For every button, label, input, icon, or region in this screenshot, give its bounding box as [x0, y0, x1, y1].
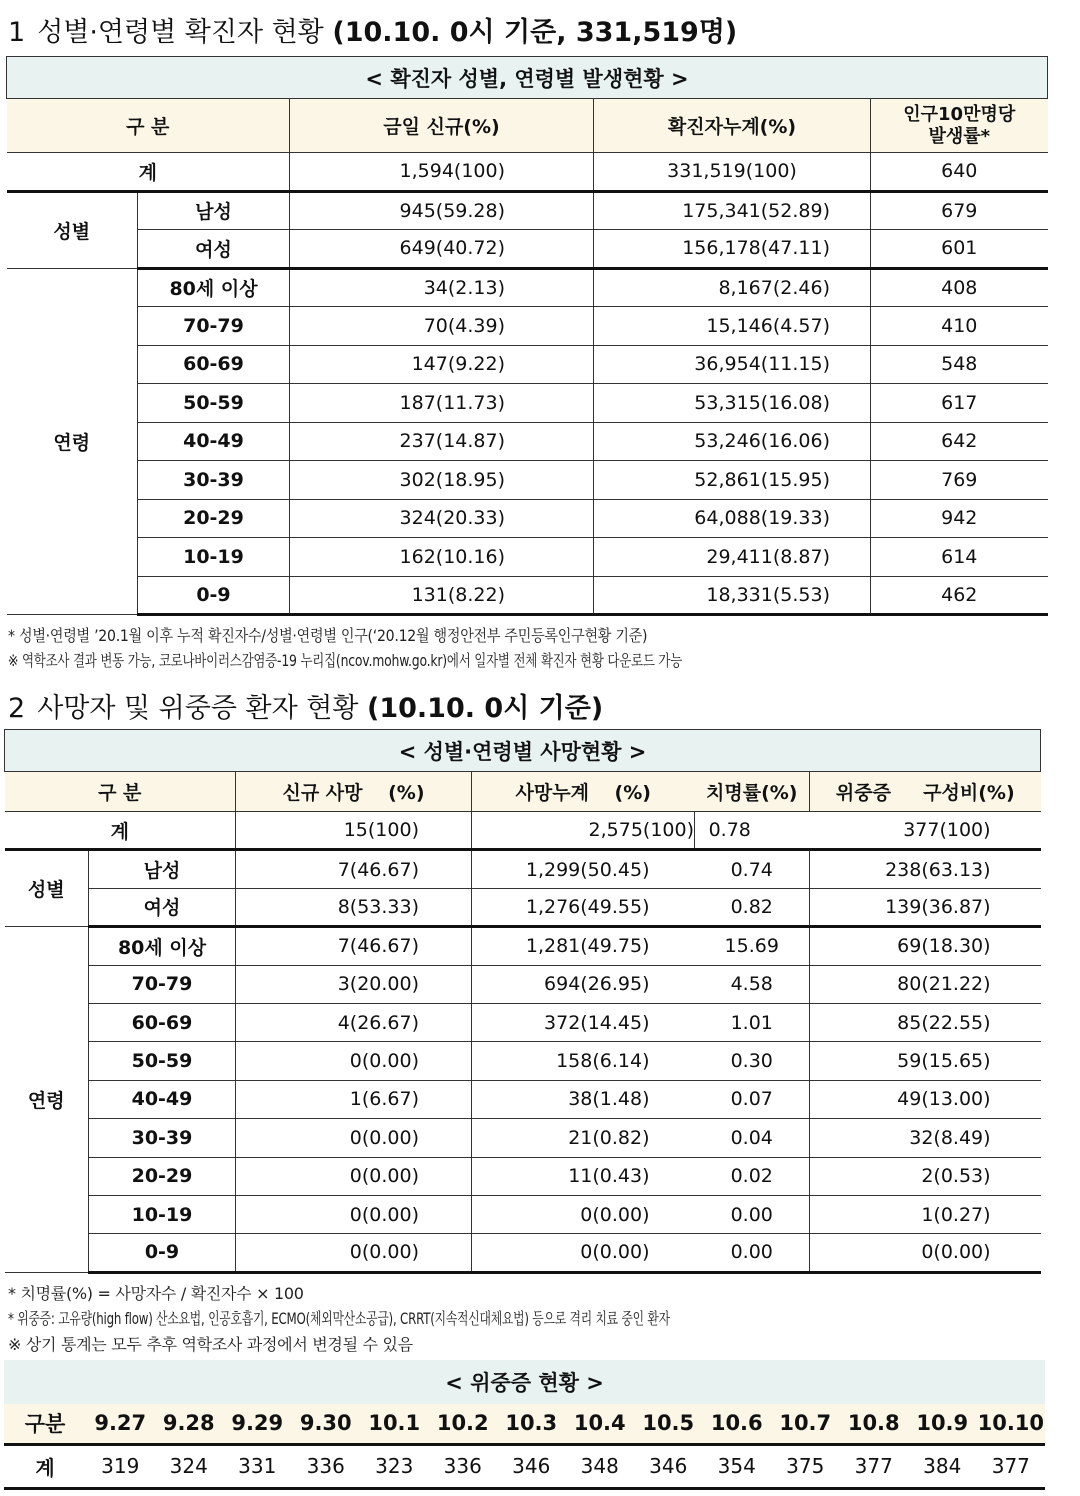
section2-number: 2	[8, 693, 26, 724]
table3-date-header: 10.2	[429, 1404, 498, 1444]
age-label: 30-39	[89, 1119, 236, 1157]
age-fatality: 0.30	[695, 1042, 810, 1080]
table3-row-label: 계	[4, 1444, 86, 1488]
age-new: 34(2.13)	[290, 268, 594, 307]
table3-value: 377	[840, 1444, 909, 1488]
table3-title-row	[4, 1360, 1045, 1404]
age-fatality: 0.00	[695, 1234, 810, 1272]
age-cum-death: 21(0.82)	[472, 1119, 695, 1157]
age-label: 50-59	[138, 384, 290, 423]
table1-title: < 확진자 성별, 연령별 발생현황 >	[7, 57, 1048, 99]
table-row	[7, 345, 1048, 384]
total-label: 계	[5, 812, 236, 850]
section1-note-1: * 성별·연령별 ’20.1월 이후 누적 확진자수/성별·연령별 인구(‘20.12월 행정안전부 주민등록인구현황 기준)	[8, 626, 648, 645]
age-severe: 0(0.00)	[810, 1234, 1041, 1272]
table-row	[5, 927, 1041, 965]
table3-date-header: 10.6	[703, 1404, 772, 1444]
age-cumulative: 36,954(11.15)	[594, 345, 871, 384]
table3-date-header: 9.28	[155, 1404, 224, 1444]
age-rate: 462	[871, 576, 1048, 615]
table2-header-fatality: 치명률(%)	[695, 772, 810, 812]
age-label: 0-9	[89, 1234, 236, 1272]
sex-severe: 238(63.13)	[810, 850, 1041, 888]
age-cumulative: 29,411(8.87)	[594, 538, 871, 577]
table2-title: < 성별·연령별 사망현황 >	[5, 730, 1041, 772]
age-cum-death: 694(26.95)	[472, 965, 695, 1003]
section2-title: 사망자 및 위중증 환자 현황	[37, 693, 359, 724]
table-row	[7, 422, 1048, 461]
total-label: 계	[7, 153, 290, 192]
total-fatality: 0.78	[695, 812, 810, 850]
age-cumulative: 8,167(2.46)	[594, 268, 871, 307]
age-new: 302(18.95)	[290, 461, 594, 500]
age-label: 10-19	[138, 538, 290, 577]
table-row	[5, 1080, 1041, 1118]
sex-cum-death: 1,299(50.45)	[472, 850, 695, 888]
age-label: 70-79	[138, 307, 290, 346]
deaths-table	[4, 729, 1041, 1274]
table3-header-row	[4, 1404, 1045, 1444]
sex-new-death: 8(53.33)	[236, 888, 472, 926]
total-cum-death: 2,575(100)	[472, 812, 695, 850]
age-cumulative: 53,315(16.08)	[594, 384, 871, 423]
age-group-label: 연령	[5, 927, 89, 1273]
table3-value: 336	[292, 1444, 361, 1488]
table-row	[7, 384, 1048, 423]
table-row	[5, 1119, 1041, 1157]
table3-value: 348	[566, 1444, 635, 1488]
age-severe: 59(15.65)	[810, 1042, 1041, 1080]
sex-cumulative: 175,341(52.89)	[594, 191, 871, 230]
age-label: 30-39	[138, 461, 290, 500]
age-new-death: 4(26.67)	[236, 1003, 472, 1041]
sex-new: 649(40.72)	[290, 230, 594, 269]
table-row	[7, 153, 1048, 192]
age-new-death: 0(0.00)	[236, 1119, 472, 1157]
table3-date-header: 10.9	[908, 1404, 977, 1444]
age-label: 60-69	[89, 1003, 236, 1041]
table3-date-header: 10.7	[771, 1404, 840, 1444]
table-row	[5, 850, 1041, 888]
table3-value: 346	[634, 1444, 703, 1488]
age-rate: 942	[871, 499, 1048, 538]
age-new: 131(8.22)	[290, 576, 594, 615]
age-fatality: 15.69	[695, 927, 810, 965]
table3-value: 336	[429, 1444, 498, 1488]
age-label: 50-59	[89, 1042, 236, 1080]
table1-header-rate	[871, 99, 1048, 153]
table2-header-severe: 위중증 구성비(%)	[810, 772, 1041, 812]
table-row	[5, 1195, 1041, 1233]
age-severe: 80(21.22)	[810, 965, 1041, 1003]
table2-header-new-death: 신규 사망 (%)	[236, 772, 472, 812]
age-severe: 69(18.30)	[810, 927, 1041, 965]
table1-header-rate-line1: 인구10만명당	[903, 103, 1016, 125]
age-fatality: 0.07	[695, 1080, 810, 1118]
sex-rate: 679	[871, 191, 1048, 230]
table-row	[7, 576, 1048, 615]
total-new: 1,594(100)	[290, 153, 594, 192]
age-new-death: 0(0.00)	[236, 1042, 472, 1080]
age-cumulative: 64,088(19.33)	[594, 499, 871, 538]
age-new: 237(14.87)	[290, 422, 594, 461]
sex-cumulative: 156,178(47.11)	[594, 230, 871, 269]
age-new-death: 0(0.00)	[236, 1195, 472, 1233]
table-row	[7, 230, 1048, 269]
age-label: 70-79	[89, 965, 236, 1003]
age-fatality: 0.02	[695, 1157, 810, 1195]
sex-severe: 139(36.87)	[810, 888, 1041, 926]
age-label: 20-29	[89, 1157, 236, 1195]
age-new: 187(11.73)	[290, 384, 594, 423]
section1-heading	[8, 10, 737, 49]
table-row	[7, 499, 1048, 538]
age-new: 147(9.22)	[290, 345, 594, 384]
age-label: 40-49	[138, 422, 290, 461]
age-fatality: 0.00	[695, 1195, 810, 1233]
age-severe: 1(0.27)	[810, 1195, 1041, 1233]
table3-value: 375	[771, 1444, 840, 1488]
table3-value: 331	[223, 1444, 292, 1488]
age-new: 162(10.16)	[290, 538, 594, 577]
age-cum-death: 158(6.14)	[472, 1042, 695, 1080]
age-fatality: 1.01	[695, 1003, 810, 1041]
age-cumulative: 53,246(16.06)	[594, 422, 871, 461]
age-label: 80세 이상	[138, 268, 290, 307]
age-group-label: 연령	[7, 268, 138, 615]
table3-date-header: 9.29	[223, 1404, 292, 1444]
section2-note-2: * 위중증: 고유량(high flow) 산소요법, 인공호흡기, ECMO(체외막산소공급), CRRT(지속적신대체요법) 등으로 격리 치료 중인 환자	[8, 1309, 670, 1328]
sex-label: 여성	[138, 230, 290, 269]
age-cum-death: 372(14.45)	[472, 1003, 695, 1041]
section2-note-3: ※ 상기 통계는 모두 추후 역학조사 과정에서 변경될 수 있음	[8, 1335, 413, 1354]
age-cumulative: 52,861(15.95)	[594, 461, 871, 500]
age-rate: 769	[871, 461, 1048, 500]
sex-fatality: 0.82	[695, 888, 810, 926]
table-row	[7, 268, 1048, 307]
age-cumulative: 15,146(4.57)	[594, 307, 871, 346]
age-label: 60-69	[138, 345, 290, 384]
age-severe: 49(13.00)	[810, 1080, 1041, 1118]
sex-label: 남성	[89, 850, 236, 888]
table-row	[5, 965, 1041, 1003]
age-cumulative: 18,331(5.53)	[594, 576, 871, 615]
confirmed-cases-table	[6, 56, 1048, 616]
table3-date-header: 10.3	[497, 1404, 566, 1444]
table-row	[5, 888, 1041, 926]
age-severe: 32(8.49)	[810, 1119, 1041, 1157]
sex-group-label: 성별	[7, 191, 138, 268]
table-row	[7, 461, 1048, 500]
age-label: 10-19	[89, 1195, 236, 1233]
table3-value: 319	[86, 1444, 155, 1488]
table3-date-header: 10.8	[840, 1404, 909, 1444]
total-rate: 640	[871, 153, 1048, 192]
table-row	[7, 307, 1048, 346]
age-fatality: 0.04	[695, 1119, 810, 1157]
table3-date-header: 10.1	[360, 1404, 429, 1444]
sex-fatality: 0.74	[695, 850, 810, 888]
sex-group-label: 성별	[5, 850, 89, 927]
table-row	[4, 1444, 1045, 1488]
table3-date-header: 10.5	[634, 1404, 703, 1444]
age-cum-death: 0(0.00)	[472, 1195, 695, 1233]
severe-cases-table	[4, 1360, 1045, 1490]
age-new-death: 0(0.00)	[236, 1234, 472, 1272]
section2-heading	[8, 686, 603, 725]
table-row	[5, 1234, 1041, 1272]
age-label: 80세 이상	[89, 927, 236, 965]
age-cum-death: 38(1.48)	[472, 1080, 695, 1118]
age-cum-death: 11(0.43)	[472, 1157, 695, 1195]
age-cum-death: 1,281(49.75)	[472, 927, 695, 965]
table-row	[5, 812, 1041, 850]
sex-label: 남성	[138, 191, 290, 230]
section2-subtitle: (10.10. 0시 기준)	[367, 693, 604, 724]
section2-note-1: * 치명률(%) = 사망자수 / 확진자수 × 100	[8, 1284, 304, 1303]
sex-new-death: 7(46.67)	[236, 850, 472, 888]
section1-note-2: ※ 역학조사 결과 변동 가능, 코로나바이러스감염증-19 누리집(ncov.mohw.go.kr)에서 일자별 전체 확진자 현황 다운로드 가능	[8, 651, 683, 670]
age-label: 40-49	[89, 1080, 236, 1118]
sex-rate: 601	[871, 230, 1048, 269]
table1-header-cumulative: 확진자누계(%)	[594, 99, 871, 153]
age-rate: 410	[871, 307, 1048, 346]
table-row	[5, 1003, 1041, 1041]
table-row	[7, 191, 1048, 230]
table3-date-header: 9.27	[86, 1404, 155, 1444]
total-severe: 377(100)	[810, 812, 1041, 850]
age-new-death: 7(46.67)	[236, 927, 472, 965]
section1-title: 성별·연령별 확진자 현황	[37, 17, 324, 48]
age-new-death: 1(6.67)	[236, 1080, 472, 1118]
sex-new: 945(59.28)	[290, 191, 594, 230]
age-new: 324(20.33)	[290, 499, 594, 538]
table3-value: 384	[908, 1444, 977, 1488]
table3-date-header: 10.10	[977, 1404, 1046, 1444]
table3-date-header: 9.30	[292, 1404, 361, 1444]
section1-subtitle: (10.10. 0시 기준, 331,519명)	[332, 17, 738, 48]
table3-value: 323	[360, 1444, 429, 1488]
table3-value: 377	[977, 1444, 1046, 1488]
age-new-death: 3(20.00)	[236, 965, 472, 1003]
age-rate: 548	[871, 345, 1048, 384]
age-rate: 408	[871, 268, 1048, 307]
age-rate: 617	[871, 384, 1048, 423]
total-new-death: 15(100)	[236, 812, 472, 850]
table1-header-rate-line2: 발생률*	[928, 125, 991, 147]
age-cum-death: 0(0.00)	[472, 1234, 695, 1272]
table-row	[5, 1042, 1041, 1080]
sex-label: 여성	[89, 888, 236, 926]
table2-header-category: 구 분	[5, 772, 236, 812]
table3-title: < 위중증 현황 >	[4, 1360, 1045, 1404]
age-label: 0-9	[138, 576, 290, 615]
table3-value: 346	[497, 1444, 566, 1488]
table2-header-cum-death: 사망누계 (%)	[472, 772, 695, 812]
age-label: 20-29	[138, 499, 290, 538]
age-fatality: 4.58	[695, 965, 810, 1003]
age-rate: 614	[871, 538, 1048, 577]
table-row	[7, 538, 1048, 577]
section1-number: 1	[8, 17, 26, 48]
table1-header-category: 구 분	[7, 99, 290, 153]
age-severe: 2(0.53)	[810, 1157, 1041, 1195]
table1-header-new: 금일 신규(%)	[290, 99, 594, 153]
age-severe: 85(22.55)	[810, 1003, 1041, 1041]
table-row	[5, 1157, 1041, 1195]
table3-date-header: 10.4	[566, 1404, 635, 1444]
sex-cum-death: 1,276(49.55)	[472, 888, 695, 926]
age-rate: 642	[871, 422, 1048, 461]
table3-header-category: 구분	[4, 1404, 86, 1444]
age-new: 70(4.39)	[290, 307, 594, 346]
total-cumulative: 331,519(100)	[594, 153, 871, 192]
table3-value: 354	[703, 1444, 772, 1488]
table3-value: 324	[155, 1444, 224, 1488]
age-new-death: 0(0.00)	[236, 1157, 472, 1195]
